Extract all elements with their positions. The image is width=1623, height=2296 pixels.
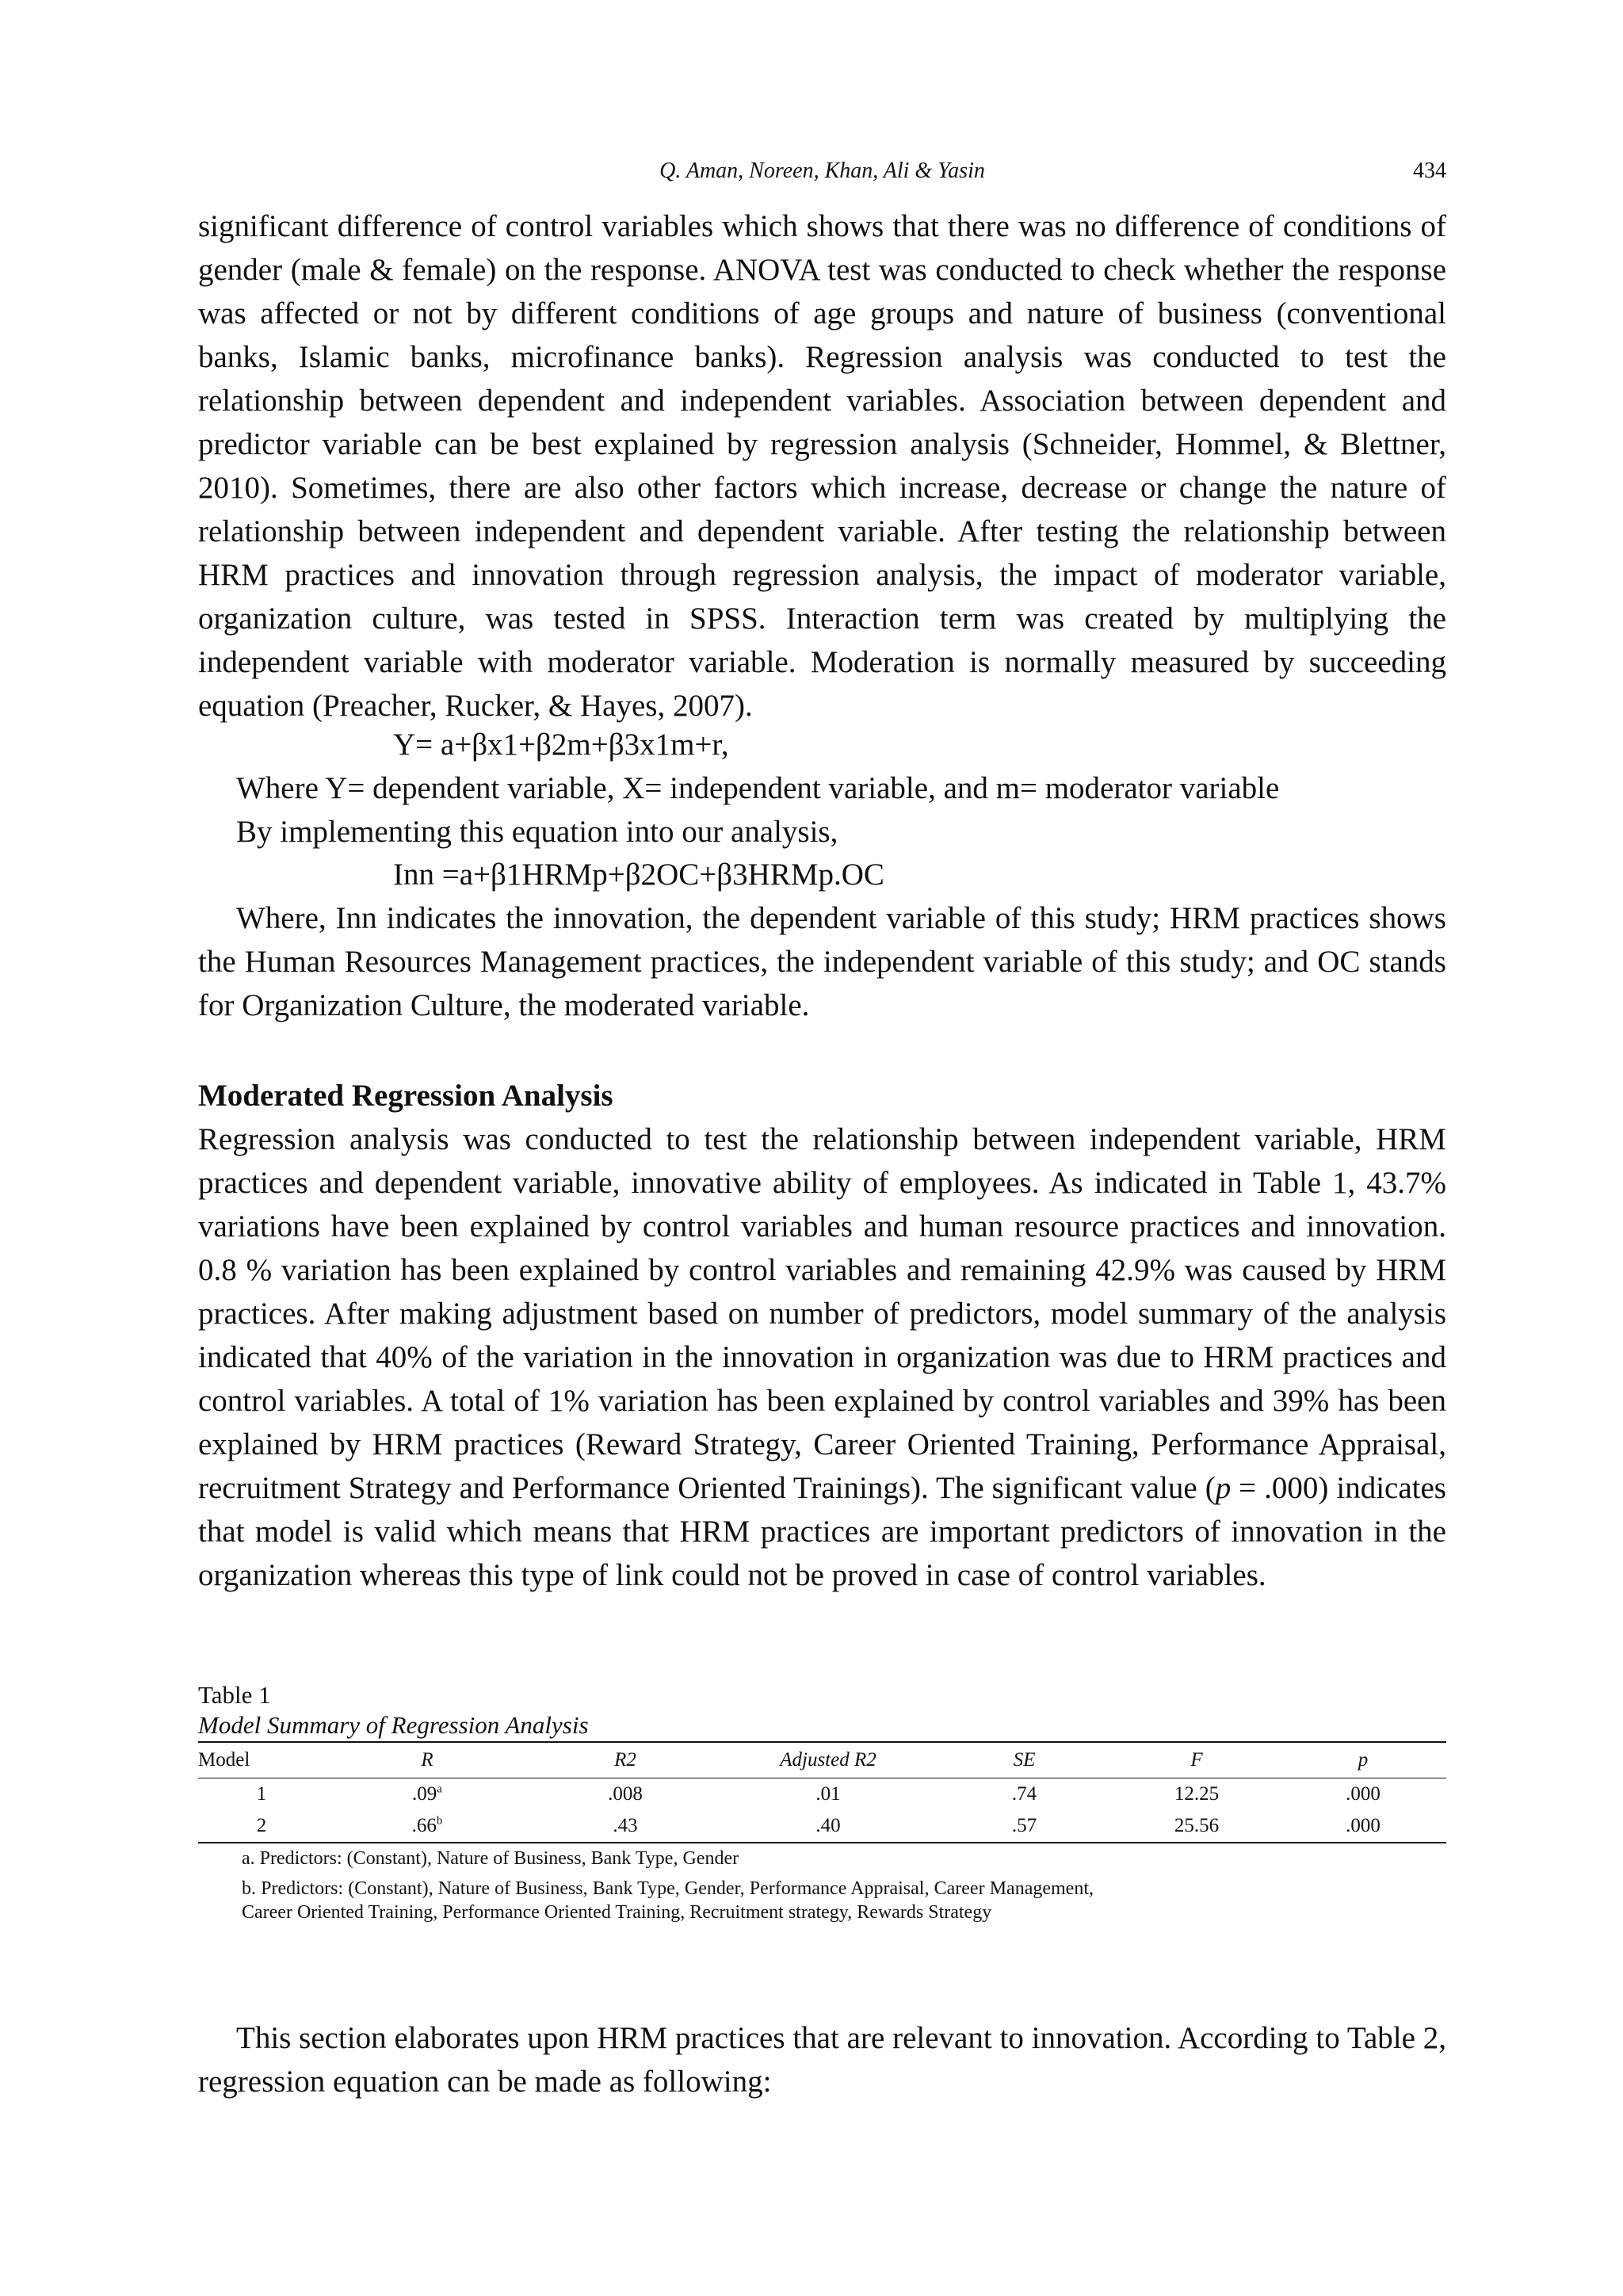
header-r2: R2 xyxy=(529,1742,721,1778)
table-note-b: b. Predictors: (Constant), Nature of Business, Bank Type, Gender, Performance Appraisal, Career Management, Career Oriented Training, Performance Oriented Training, Recruitment strategy, Rewards Strategy xyxy=(242,1878,1094,1923)
equation-where-line: Where Y= dependent variable, X= independent variable, and m= moderator variable xyxy=(236,771,1280,805)
cell-f: 25.56 xyxy=(1113,1810,1280,1843)
cell-p: .000 xyxy=(1346,1783,1381,1805)
cell-se: .74 xyxy=(1011,1783,1037,1805)
paragraph-3-part-2: = .000) indicates that model is valid which means that HRM practices are important predictors of innovation in the organization whereas this type of link could not be proved in case of control variables. xyxy=(198,1471,1446,1592)
table-label: Table 1 xyxy=(198,1681,271,1709)
body-paragraph-2-wrapper xyxy=(198,896,1446,1027)
page-number: 434 xyxy=(1413,159,1446,183)
cell-adjusted-r2: .01 xyxy=(815,1783,841,1805)
cell-adjusted-r2: .40 xyxy=(721,1810,935,1843)
table-note-a: a. Predictors: (Constant), Nature of Business, Bank Type, Gender xyxy=(242,1848,739,1869)
cell-se: .57 xyxy=(935,1810,1113,1843)
header-adjusted-r2: Adjusted R2 xyxy=(721,1742,935,1778)
cell-model: 2 xyxy=(198,1810,325,1843)
body-paragraph-1-wrapper xyxy=(198,204,1446,728)
body-paragraph-3-wrapper xyxy=(198,1117,1446,1597)
table-row xyxy=(198,1810,1446,1843)
header-r: R xyxy=(325,1742,529,1778)
cell-r: .09$^a$ xyxy=(412,1782,442,1805)
moderation-equation: Y= a+βx1+β2m+β3x1m+r, xyxy=(393,728,729,762)
cell-r2: .43 xyxy=(529,1810,721,1843)
section-heading: Moderated Regression Analysis xyxy=(198,1079,613,1113)
cell-r: .66$^b$ xyxy=(325,1810,529,1843)
footnote-marker: b xyxy=(436,1814,443,1828)
running-header xyxy=(198,155,1446,187)
header-f: F xyxy=(1113,1742,1280,1778)
regression-table-wrapper xyxy=(198,1741,1446,1843)
cell-r2: .008 xyxy=(608,1783,643,1805)
implementing-line: By implementing this equation into our analysis, xyxy=(236,815,838,849)
body-paragraph-4: This section elaborates upon HRM practices that are relevant to innovation. According to Table 2, regression equation can be made as following: xyxy=(198,2021,1446,2099)
body-paragraph-2: Where, Inn indicates the innovation, the dependent variable of this study; HRM practices shows the Human Resources Management practices, the independent variable of this study; and OC stands for Organization Culture, the moderated variable. xyxy=(198,901,1446,1022)
body-paragraph-4-wrapper xyxy=(198,2016,1446,2103)
header-p: p xyxy=(1280,1742,1446,1778)
cell-f: 12.25 xyxy=(1174,1783,1220,1805)
body-paragraph-1: significant difference of control variables which shows that there was no difference of conditions of gender (male & female) on the response. ANOVA test was conducted to check whether the response was affected or not by different conditions of age groups and nature of business (conventional banks, Islamic banks, microfinance banks). Regression analysis was conducted to test the relationship between dependent and independent variables. Association between dependent and predictor variable can be best explained by regression analysis (Schneider, Hommel, & Blettner, 2010). Sometimes, there are also other factors which increase, decrease or change the nature of relationship between independent and dependent variable. After testing the relationship between HRM practices and innovation through regression analysis, the impact of moderator variable, organization culture, was tested in SPSS. Interaction term was created by multiplying the independent variable with moderator variable. Moderation is normally measured by succeeding equation (Preacher, Rucker, & Hayes, 2007). xyxy=(198,209,1446,723)
running-header-authors: Q. Aman, Noreen, Khan, Ali & Yasin xyxy=(659,159,985,183)
cell-model: 1 xyxy=(256,1783,267,1805)
cell-p: .000 xyxy=(1280,1810,1446,1843)
table-header-row xyxy=(198,1742,1446,1778)
paragraph-3-part-1: Regression analysis was conducted to test the relationship between independent variable, HRM practices and dependent variable, innovative ability of employees. As indicated in Table 1, 43.7% variations have been explained by control variables and human resource practices and innovation. 0.8 % variation has been explained by control variables and remaining 42.9% was caused by HRM practices. After making adjustment based on number of predictors, model summary of the analysis indicated that 40% of the variation in the innovation in organization was due to HRM practices and control variables. A total of 1% variation has been explained by control variables and 39% has been explained by HRM practices (Reward Strategy, Career Oriented Training, Performance Appraisal, recruitment Strategy and Performance Oriented Trainings). The significant value ( xyxy=(198,1122,1446,1505)
table-row xyxy=(198,1778,1446,1811)
header-model: Model xyxy=(198,1742,325,1778)
table-title: Model Summary of Regression Analysis xyxy=(198,1711,589,1739)
body-paragraph-3 xyxy=(198,1117,1446,1597)
footnote-marker: a xyxy=(437,1782,442,1796)
p-symbol: p xyxy=(1215,1471,1232,1505)
regression-table xyxy=(198,1741,1446,1843)
header-se: SE xyxy=(935,1742,1113,1778)
innovation-equation: Inn =a+β1HRMp+β2OC+β3HRMp.OC xyxy=(393,858,884,892)
